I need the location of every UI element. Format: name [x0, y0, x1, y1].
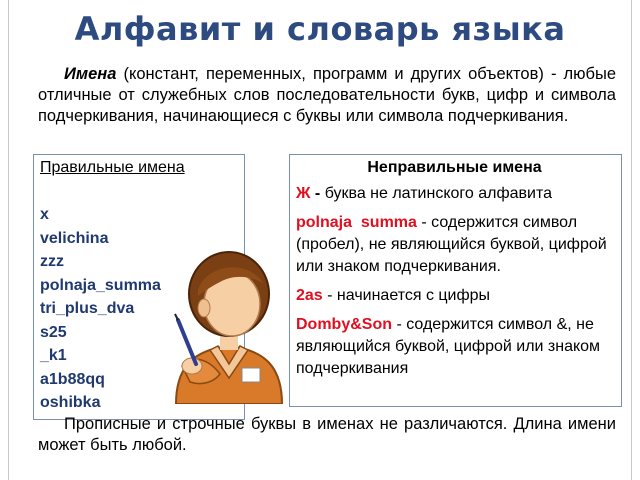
correct-name: s25 — [40, 323, 67, 341]
correct-name: a1b88qq — [40, 370, 105, 388]
incorrect-entry — [296, 212, 613, 278]
correct-name: zzz — [40, 253, 64, 270]
intro-paragraph — [38, 64, 616, 127]
incorrect-entry — [296, 183, 613, 205]
correct-name: tri_plus_dva — [40, 300, 135, 317]
incorrect-key: Domby&Son — [296, 316, 392, 333]
incorrect-reason: буква не латинского алфавита — [324, 185, 553, 202]
incorrect-reason: - начинается с цифры — [327, 287, 491, 304]
intro-text: (констант, переменных, программ и других объектов) - любые отличные от служебных слов последовательности букв, цифр и символа подчеркивания, начинающиеся с буквы или символа подчеркивания. — [38, 65, 616, 125]
correct-names-header: Правильные имена — [40, 159, 185, 176]
incorrect-reason: - содержится символ &, не являющийся буквой, цифрой или знаком подчеркивания — [296, 316, 601, 377]
correct-name: _k1 — [40, 347, 67, 364]
footer-paragraph — [38, 414, 616, 456]
incorrect-key: Ж — [296, 185, 311, 202]
correct-name: x — [40, 206, 49, 223]
incorrect-entry — [296, 314, 613, 380]
page-title: Алфавит и словарь языка — [74, 10, 566, 48]
entry-separator: - — [310, 185, 325, 202]
correct-name: velichina — [40, 229, 109, 247]
incorrect-entry — [296, 285, 613, 307]
student-writing-icon — [168, 246, 290, 404]
correct-name: oshibka — [40, 394, 101, 411]
footer-text: Прописные и строчные буквы в именах не различаются. Длина имени может быть любой. — [38, 415, 616, 454]
intro-lead: Имена — [64, 65, 117, 83]
incorrect-key: polnaja summa — [296, 214, 417, 231]
incorrect-key: 2as — [296, 287, 323, 304]
incorrect-names-header: Неправильные имена — [367, 159, 542, 176]
correct-name: polnaja_summa — [40, 276, 161, 294]
incorrect-reason: - содержится символ (пробел), не являющийся буквой, цифрой или знаком подчеркивания. — [296, 214, 607, 275]
incorrect-names-box — [289, 154, 622, 407]
